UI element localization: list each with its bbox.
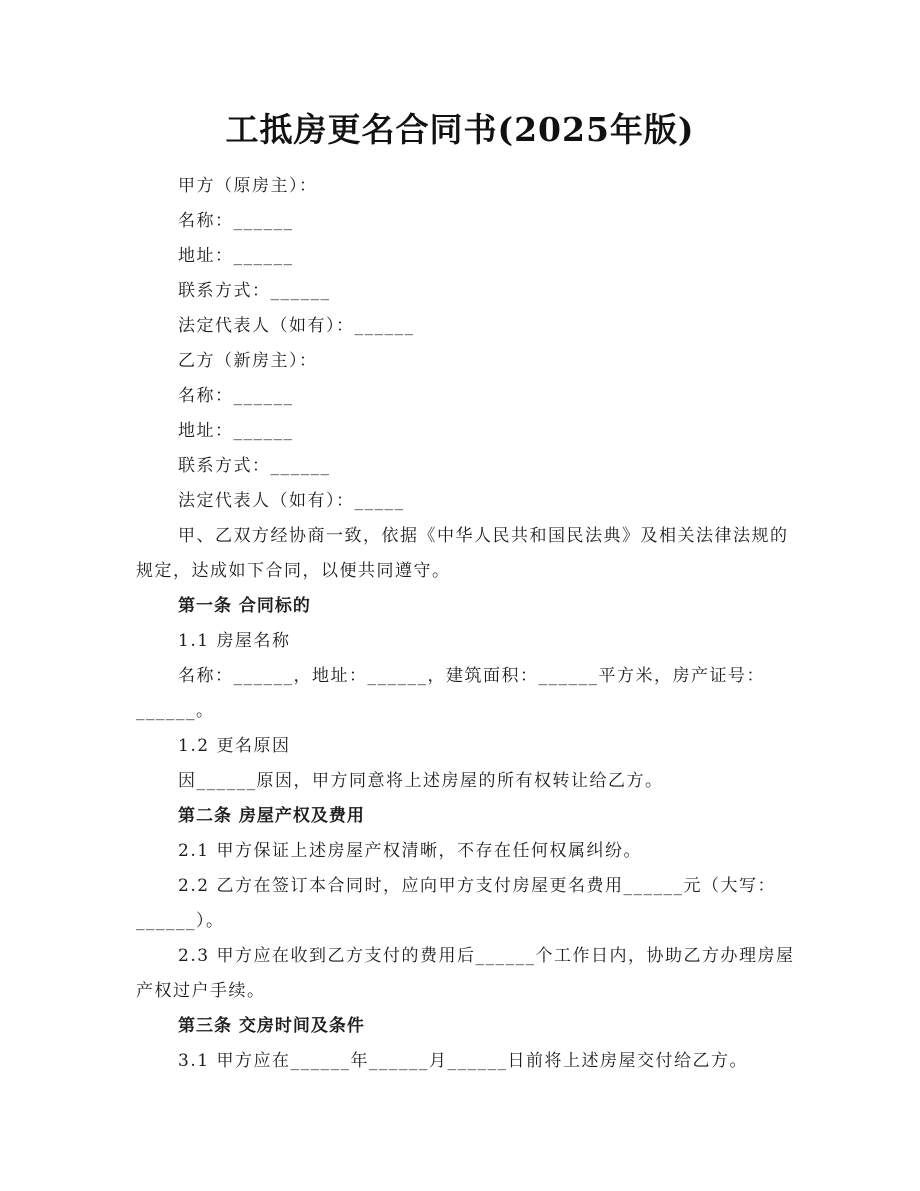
clause-1-1-line-2: ______。 [136, 701, 215, 721]
clause-1-2-heading: 1.2 更名原因 [178, 736, 291, 756]
clause-2-3-line-2: 产权过户手续。 [136, 981, 266, 1001]
clause-2-2-line-2: ______）。 [136, 911, 225, 931]
party-b-address: 地址：______ [178, 421, 294, 441]
article-3-heading: 第三条 交房时间及条件 [178, 1016, 365, 1036]
clause-2-1-text: 2.1 甲方保证上述房屋产权清晰，不存在任何权属纠纷。 [178, 841, 642, 861]
clause-1-2-text: 因______原因，甲方同意将上述房屋的所有权转让给乙方。 [178, 771, 664, 791]
party-a-name: 名称：______ [178, 211, 294, 231]
clause-2-3-line-1: 2.3 甲方应在收到乙方支付的费用后______个工作日内，协助乙方办理房屋 [178, 946, 795, 966]
party-a-legal-rep: 法定代表人（如有）：______ [178, 316, 415, 336]
party-a-contact: 联系方式：______ [178, 281, 331, 301]
party-b-heading: 乙方（新房主）： [178, 351, 318, 371]
preamble-line-1: 甲、乙双方经协商一致，依据《中华人民共和国民法典》及相关法律法规的 [178, 526, 789, 546]
party-a-heading: 甲方（原房主）： [178, 176, 318, 196]
clause-2-2-line-1: 2.2 乙方在签订本合同时，应向甲方支付房屋更名费用______元（大写： [178, 876, 776, 896]
clause-1-1-heading: 1.1 房屋名称 [178, 631, 291, 651]
article-1-heading: 第一条 合同标的 [178, 596, 311, 616]
article-2-heading: 第二条 房屋产权及费用 [178, 806, 365, 826]
clause-3-1-text: 3.1 甲方应在______年______月______日前将上述房屋交付给乙方。 [178, 1051, 748, 1071]
preamble-line-2: 规定，达成如下合同，以便共同遵守。 [136, 561, 451, 581]
document-title: 工抵房更名合同书(2025年版) [225, 110, 695, 149]
clause-1-1-line-1: 名称：______，地址：______，建筑面积：______平方米，房产证号： [178, 666, 765, 686]
party-b-contact: 联系方式：______ [178, 456, 331, 476]
party-b-legal-rep: 法定代表人（如有）：_____ [178, 491, 405, 511]
party-a-address: 地址：______ [178, 246, 294, 266]
party-b-name: 名称：______ [178, 386, 294, 406]
